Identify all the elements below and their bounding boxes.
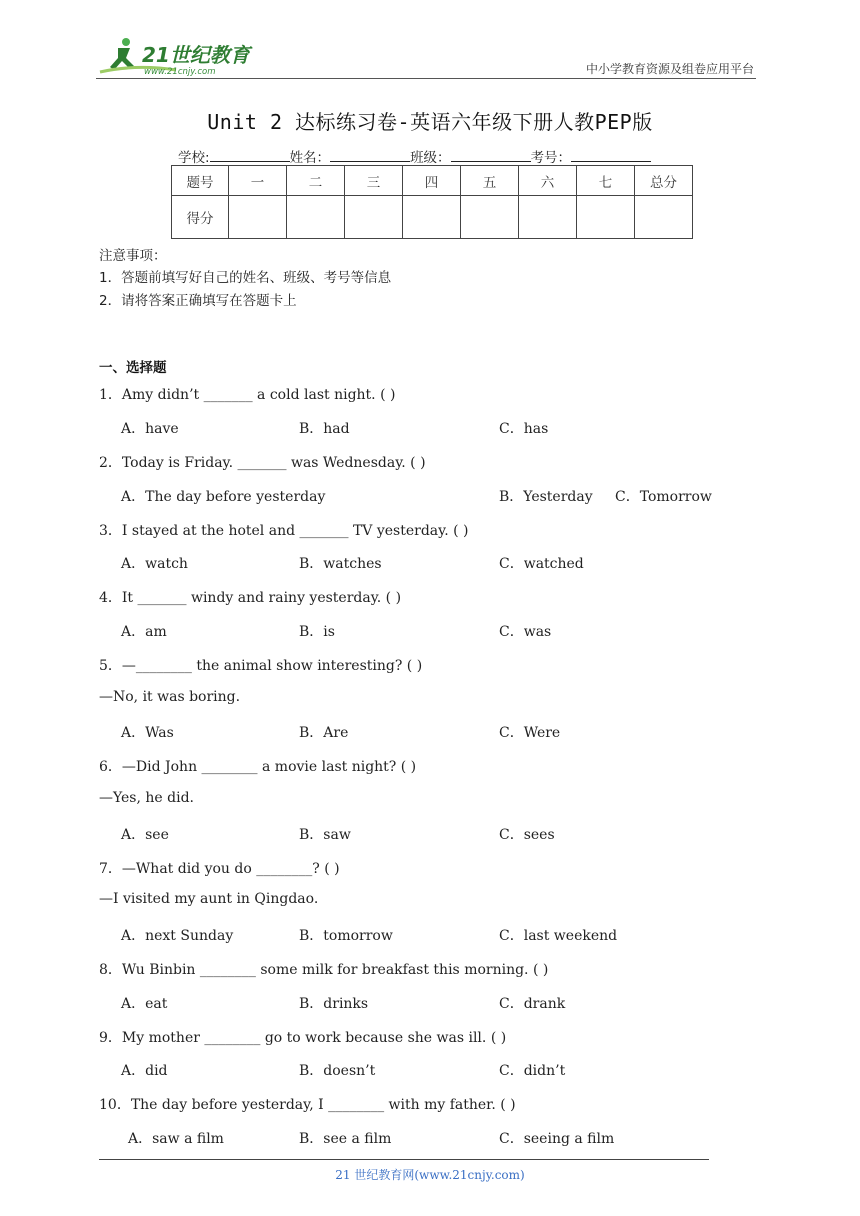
option-c[interactable]: C．Tomorrow — [615, 489, 712, 505]
logo-text: 21世纪教育 — [142, 43, 250, 67]
option-a[interactable]: A．watch — [121, 556, 188, 572]
score-cell[interactable] — [287, 196, 345, 239]
name-field[interactable] — [330, 147, 410, 162]
option-b[interactable]: B．watches — [299, 556, 382, 572]
page-title: Unit 2 达标练习卷-英语六年级下册人教PEP版 — [207, 110, 653, 134]
option-b[interactable]: B．see a film — [299, 1131, 392, 1147]
table-cell: 七 — [577, 166, 635, 196]
exam-no-label: 考号： — [530, 150, 572, 166]
option-b[interactable]: B．doesn’t — [299, 1063, 376, 1079]
option-c[interactable]: C．last weekend — [499, 928, 618, 944]
option-a[interactable]: A．eat — [121, 996, 168, 1012]
exam-no-field[interactable] — [571, 147, 651, 162]
table-cell: 二 — [287, 166, 345, 196]
score-cell[interactable] — [461, 196, 519, 239]
question-text: 4．It _______ windy and rainy yesterday. ( ) — [99, 590, 402, 606]
option-a[interactable]: A．see — [121, 827, 169, 843]
school-field[interactable] — [210, 147, 290, 162]
student-info-line — [178, 146, 651, 166]
option-b[interactable]: B．tomorrow — [299, 928, 393, 944]
option-c[interactable]: C．seeing a film — [499, 1131, 615, 1147]
option-b[interactable]: B．had — [299, 421, 350, 437]
name-label: 姓名： — [289, 150, 331, 166]
score-cell[interactable] — [519, 196, 577, 239]
score-table-header-row — [172, 166, 693, 196]
table-cell: 一 — [229, 166, 287, 196]
question-text: 7．—What did you do ________? ( ) — [99, 861, 340, 877]
table-cell: 三 — [345, 166, 403, 196]
school-label: 学校: — [178, 150, 210, 166]
score-table-score-row — [172, 196, 693, 239]
logo — [96, 36, 266, 78]
question-dialogue-line: —I visited my aunt in Qingdao. — [99, 891, 319, 907]
logo-url: www.21cnjy.com — [144, 67, 216, 77]
logo-runner-icon — [96, 36, 266, 78]
option-b[interactable]: B．saw — [299, 827, 351, 843]
score-cell[interactable] — [229, 196, 287, 239]
section-heading: 一、选择题 — [99, 360, 167, 376]
option-c[interactable]: C．sees — [499, 827, 555, 843]
option-a[interactable]: A．have — [121, 421, 179, 437]
note-item: 2．请将答案正确填写在答题卡上 — [99, 293, 297, 309]
option-a[interactable]: A．saw a film — [128, 1131, 224, 1147]
question-text: 6．—Did John ________ a movie last night? ( ) — [99, 759, 417, 775]
question-text: 8．Wu Binbin ________ some milk for breakfast this morning. ( ) — [99, 962, 549, 978]
score-cell[interactable] — [577, 196, 635, 239]
option-a[interactable]: A．did — [121, 1063, 168, 1079]
option-a[interactable]: A．The day before yesterday — [121, 489, 326, 505]
score-cell[interactable] — [345, 196, 403, 239]
note-item: 1．答题前填写好自己的姓名、班级、考号等信息 — [99, 270, 392, 286]
table-cell: 得分 — [172, 196, 229, 239]
question-dialogue-line: —No, it was boring. — [99, 689, 241, 705]
option-b[interactable]: B．drinks — [299, 996, 369, 1012]
header-divider — [96, 78, 756, 79]
table-cell: 总分 — [635, 166, 693, 196]
option-a[interactable]: A．Was — [121, 725, 174, 741]
option-c[interactable]: C．drank — [499, 996, 566, 1012]
option-a[interactable]: A．next Sunday — [121, 928, 234, 944]
option-c[interactable]: C．has — [499, 421, 549, 437]
footer-divider — [99, 1159, 709, 1160]
notes-heading: 注意事项： — [99, 248, 167, 264]
table-cell: 四 — [403, 166, 461, 196]
question-text: 5．—________ the animal show interesting? ( ) — [99, 658, 423, 674]
question-text: 3．I stayed at the hotel and _______ TV yesterday. ( ) — [99, 523, 469, 539]
table-cell: 题号 — [172, 166, 229, 196]
score-cell[interactable] — [403, 196, 461, 239]
header-platform-text: 中小学教育资源及组卷应用平台 — [585, 62, 754, 76]
question-text: 10．The day before yesterday, I ________ with my father. ( ) — [99, 1097, 516, 1113]
footer-text: 21 世纪教育网(www.21cnjy.com) — [335, 1168, 525, 1182]
class-field[interactable] — [451, 147, 531, 162]
question-text: 2．Today is Friday. _______ was Wednesday. ( ) — [99, 455, 426, 471]
option-c[interactable]: C．watched — [499, 556, 584, 572]
score-cell[interactable] — [635, 196, 693, 239]
score-table — [171, 165, 693, 239]
question-text: 9．My mother ________ go to work because she was ill. ( ) — [99, 1030, 507, 1046]
option-b[interactable]: B．Yesterday — [499, 489, 593, 505]
question-text: 1．Amy didn’t _______ a cold last night. ( ) — [99, 387, 396, 403]
question-dialogue-line: —Yes, he did. — [99, 790, 194, 806]
option-c[interactable]: C．was — [499, 624, 552, 640]
option-b[interactable]: B．Are — [299, 725, 349, 741]
class-label: 班级： — [410, 150, 451, 166]
option-c[interactable]: C．didn’t — [499, 1063, 566, 1079]
table-cell: 五 — [461, 166, 519, 196]
table-cell: 六 — [519, 166, 577, 196]
option-b[interactable]: B．is — [299, 624, 335, 640]
option-c[interactable]: C．Were — [499, 725, 561, 741]
option-a[interactable]: A．am — [121, 624, 167, 640]
